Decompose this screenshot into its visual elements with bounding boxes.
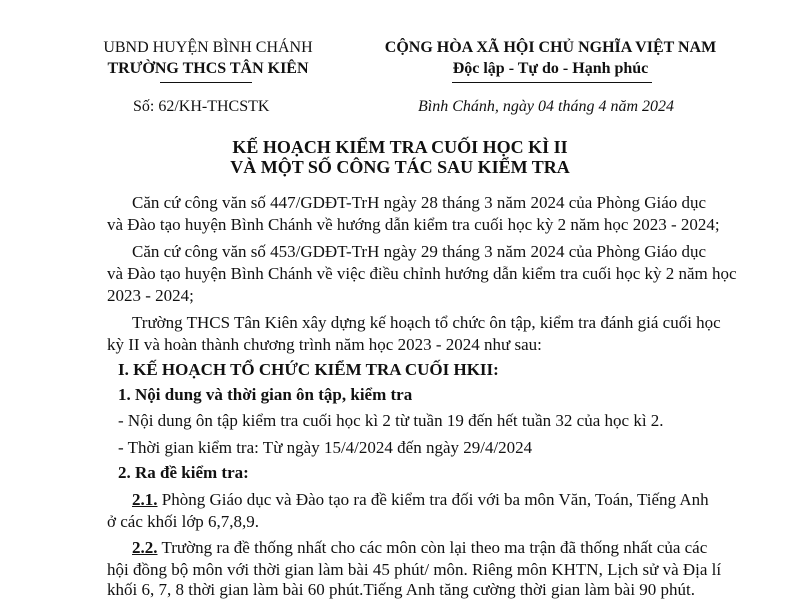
clause-2-2-line2: hội đồng bộ môn với thời gian làm bài 45 phút/ môn. Riêng môn KHTN, Lịch sử và Địa lí xyxy=(107,560,722,579)
list-item: - Thời gian kiểm tra: Từ ngày 15/4/2024 đến ngày 29/4/2024 xyxy=(118,438,533,457)
paragraph-intro-line1: Trường THCS Tân Kiên xây dựng kế hoạch tổ chức ôn tập, kiểm tra đánh giá cuối học xyxy=(132,313,721,332)
clause-2-1-line1 xyxy=(132,489,709,510)
subsection-1-heading: 1. Nội dung và thời gian ôn tập, kiểm tra xyxy=(118,385,413,404)
agency-name: UBND HUYỆN BÌNH CHÁNH xyxy=(103,39,313,56)
paragraph-basis-2-line1: Căn cứ công văn số 453/GDĐT-TrH ngày 29 tháng 3 năm 2024 của Phòng Giáo dục xyxy=(132,242,707,261)
document-title-line1: KẾ HOẠCH KIỂM TRA CUỐI HỌC KÌ II xyxy=(232,137,568,157)
paragraph-basis-2-line3: 2023 - 2024; xyxy=(107,286,194,305)
motto: Độc lập - Tự do - Hạnh phúc xyxy=(452,60,649,77)
paragraph-basis-1-line2: và Đào tạo huyện Bình Chánh về hướng dẫn kiểm tra cuối học kỳ 2 năm học 2023 - 2024; xyxy=(107,215,720,234)
clause-2-1-number: 2.1. xyxy=(132,490,158,509)
clause-2-2-line1 xyxy=(132,537,707,558)
clause-2-2-text: Trường ra đề thống nhất cho các môn còn lại theo ma trận đã thống nhất của các xyxy=(157,538,708,557)
clause-2-1-text: Phòng Giáo dục và Đào tạo ra đề kiểm tra đối với ba môn Văn, Toán, Tiếng Anh xyxy=(157,490,709,509)
document-number: Số: 62/KH-THCSTK xyxy=(133,98,270,115)
header-left-rule xyxy=(160,82,252,83)
school-name: TRƯỜNG THCS TÂN KIÊN xyxy=(107,60,309,77)
section-1-heading: I. KẾ HOẠCH TỔ CHỨC KIỂM TRA CUỐI HKII: xyxy=(118,360,499,379)
clause-2-2-number: 2.2. xyxy=(132,538,158,557)
subsection-2-heading: 2. Ra đề kiểm tra: xyxy=(118,463,249,482)
paragraph-intro-line2: kỳ II và hoàn thành chương trình năm học 2023 - 2024 như sau: xyxy=(107,335,542,354)
header-right-rule xyxy=(452,82,652,83)
document-date: Bình Chánh, ngày 04 tháng 4 năm 2024 xyxy=(418,98,674,115)
list-item: - Nội dung ôn tập kiểm tra cuối học kì 2 từ tuần 19 đến hết tuần 32 của học kì 2. xyxy=(118,411,664,430)
clause-2-2-line3: khối 6, 7, 8 thời gian làm bài 60 phút.Tiếng Anh tăng cường thời gian làm bài 90 phút. xyxy=(107,580,696,599)
clause-2-1-line2: ở các khối lớp 6,7,8,9. xyxy=(107,512,260,531)
paragraph-basis-2-line2: và Đào tạo huyện Bình Chánh về việc điều chỉnh hướng dẫn kiểm tra cuối học kỳ 2 năm học xyxy=(107,264,737,283)
nation-name: CỘNG HÒA XÃ HỘI CHỦ NGHĨA VIỆT NAM xyxy=(384,39,717,56)
paragraph-basis-1-line1: Căn cứ công văn số 447/GDĐT-TrH ngày 28 tháng 3 năm 2024 của Phòng Giáo dục xyxy=(132,193,707,212)
document-title-line2: VÀ MỘT SỐ CÔNG TÁC SAU KIỂM TRA xyxy=(230,157,570,177)
